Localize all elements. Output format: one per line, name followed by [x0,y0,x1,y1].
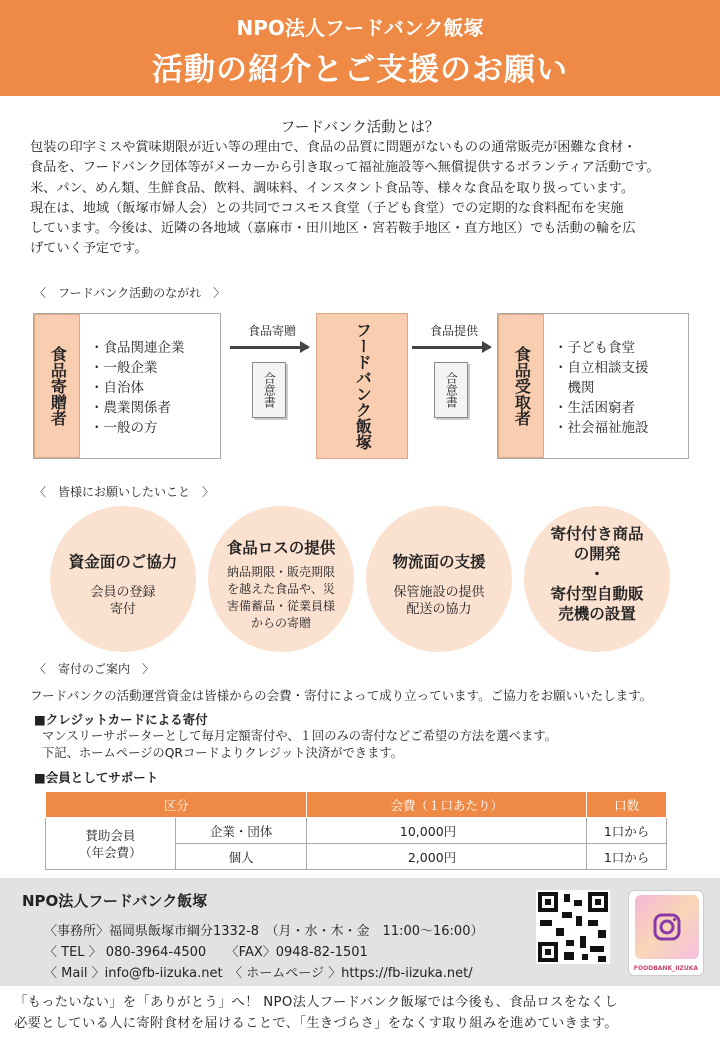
closing-line: 「もったいない」を「ありがとう」へ！ NPO法人フードバンク飯塚では今後も、食品ロスをなくし [14,995,618,1010]
agreement-document-icon: 合意書 [252,362,286,418]
page-title: 活動の紹介とご支援のお願い [152,52,568,88]
donor-box [33,313,221,459]
request-body-line: 保管施設の提供 [393,585,485,600]
request-title-line: 寄付付き商品 [550,525,644,543]
foodbank-center-box: フードバンク飯塚 [316,313,408,459]
request-circle-funding [50,506,196,652]
list-item: ・生活困窮者 [554,400,635,416]
fee-cell: 10,000円 [307,818,587,844]
donation-section-label: 〈 寄付のご案内 〉 [34,662,155,676]
instagram-handle: FOODBANK_IIZUKA [633,965,699,972]
fee-cell: 2,000円 [307,844,587,870]
footer-org-name: NPO法人フードバンク飯塚 [22,892,208,910]
footer-email-website[interactable] [44,962,473,981]
arrow-right-icon [230,346,308,349]
list-item: ・一般企業 [90,360,158,376]
closing-message [14,992,706,1034]
arrow-right-icon [412,346,490,349]
request-body-line: 寄付 [109,602,136,617]
intro-text [30,138,700,260]
request-title-line: ・ [589,565,605,583]
intro-line: 米、パン、めん類、生鮮食品、飲料、調味料、インスタント食品等、様々な食品を取り扱っています。 [30,180,635,196]
donation-intro: フードバンクの活動運営資金は皆様からの会費・寄付によって成り立っています。ご協力をお願いいたします。 [30,688,653,703]
request-body [366,584,512,618]
member-heading: ■会員としてサポート [34,770,159,785]
instagram-qr-card[interactable] [628,890,704,976]
receiver-list [554,338,649,438]
contact-footer [0,878,720,986]
units-cell: 1口から [587,818,667,844]
qr-code-icon[interactable] [536,890,610,964]
request-title: 資金面のご協力 [68,553,178,571]
units-cell: 1口から [587,844,667,870]
member-group-cell [46,818,176,870]
intro-line: 包装の印字ミスや賞味期限が近い等の理由で、食品の品質に問題がないものの通常販売が困難な食材・ [30,140,637,155]
receiver-tag: 食品受取者 [498,314,544,458]
arrow-label-provide: 食品提供 [429,324,478,338]
arrow-label-donate: 食品寄贈 [247,324,296,338]
request-body-line: からの寄贈 [250,616,311,630]
group-label-line: 賛助会員 [85,827,136,843]
request-body-line: 納品期限・販売期限 [226,565,335,579]
column-header: 区分 [46,792,307,818]
request-circle-donation-products [524,506,670,652]
intro-line: 現在は、地域（飯塚市婦人会）との共同でコスモス食堂（子ども食堂）での定期的な食料配布を実施 [30,200,624,216]
request-circle-logistics [366,506,512,652]
column-header: 会費（１口あたり） [307,792,587,818]
membership-fee-table [45,791,667,870]
request-body-line: 会員の登録 [90,585,156,600]
intro-heading: フードバンク活動とは？ [280,120,440,136]
credit-line: 下記、ホームページのQRコードよりクレジット決済ができます。 [42,746,403,760]
footer-office: 〈事務所〉福岡県飯塚市綱分1332-8 （月・水・木・金 11:00～16:00） [44,924,484,939]
list-item: 機関 [554,380,595,396]
header-banner [0,0,720,96]
list-item: ・子ども食堂 [554,340,635,356]
request-title: 食品ロスの提供 [226,539,336,557]
list-item: ・一般の方 [90,420,158,436]
flow-section-label: 〈 フードバンク活動のながれ 〉 [34,286,226,300]
column-header: 口数 [587,792,667,818]
footer-phone: 〈 TEL 〉 080-3964-4500 〈FAX〉0948-82-1501 [44,945,368,960]
requests-section-label: 〈 皆様にお願いしたいこと 〉 [34,485,215,499]
closing-line: 必要としている人に寄附食材を届けることで、「生きづらさ」をなくす取り組みを進めていきます。 [14,1016,618,1031]
request-title-line: 売機の設置 [558,605,636,623]
request-title-line: 寄付型自動販 [550,585,644,603]
intro-line: 食品を、フードバンク団体等がメーカーから引き取って福祉施設等へ無償提供するボランティア活動です。 [30,160,660,176]
table-row [46,818,667,844]
credit-line: マンスリーサポーターとして毎月定額寄付や、１回のみの寄付などご希望の方法を選べます。 [42,729,557,743]
footer-contact-link[interactable]: 〈 Mail 〉info@fb-iizuka.net 〈 ホームページ 〉https://fb-iizuka.net/ [44,966,473,981]
instagram-icon[interactable] [635,895,699,959]
agreement-document-icon: 合意書 [434,362,468,418]
table-header-row [46,792,667,818]
request-body-line: 害備蓄品・従業員様 [226,599,335,613]
list-item: ・食品関連企業 [90,340,185,356]
list-item: ・社会福祉施設 [554,420,649,436]
request-title: 物流面の支援 [392,553,486,571]
group-label-line: （年会費） [79,844,142,860]
list-item: ・自治体 [90,380,144,396]
list-item: ・農業関係者 [90,400,171,416]
request-title-line: の開発 [573,545,621,563]
request-circle-food-loss [208,506,354,652]
request-body [208,564,354,632]
request-body-line: を越えた食品や、災 [227,582,335,596]
header-org-name: NPO法人フードバンク飯塚 [236,16,484,40]
member-type-cell: 企業・団体 [175,818,307,844]
list-item: ・自立相談支援 [554,360,649,376]
donor-tag: 食品寄贈者 [34,314,80,458]
request-body [50,584,196,618]
intro-line: しています。今後は、近隣の各地域（嘉麻市・田川地区・宮若鞍手地区・直方地区）でも活動の輪を広 [30,221,636,237]
intro-line: げていく予定です。 [30,241,148,257]
request-body-line: 配送の協力 [406,602,472,617]
member-type-cell: 個人 [175,844,307,870]
credit-text [42,728,557,762]
request-title [524,524,670,624]
receiver-box [497,313,689,459]
credit-heading: ■クレジットカードによる寄付 [34,712,208,727]
donor-list [90,338,185,438]
